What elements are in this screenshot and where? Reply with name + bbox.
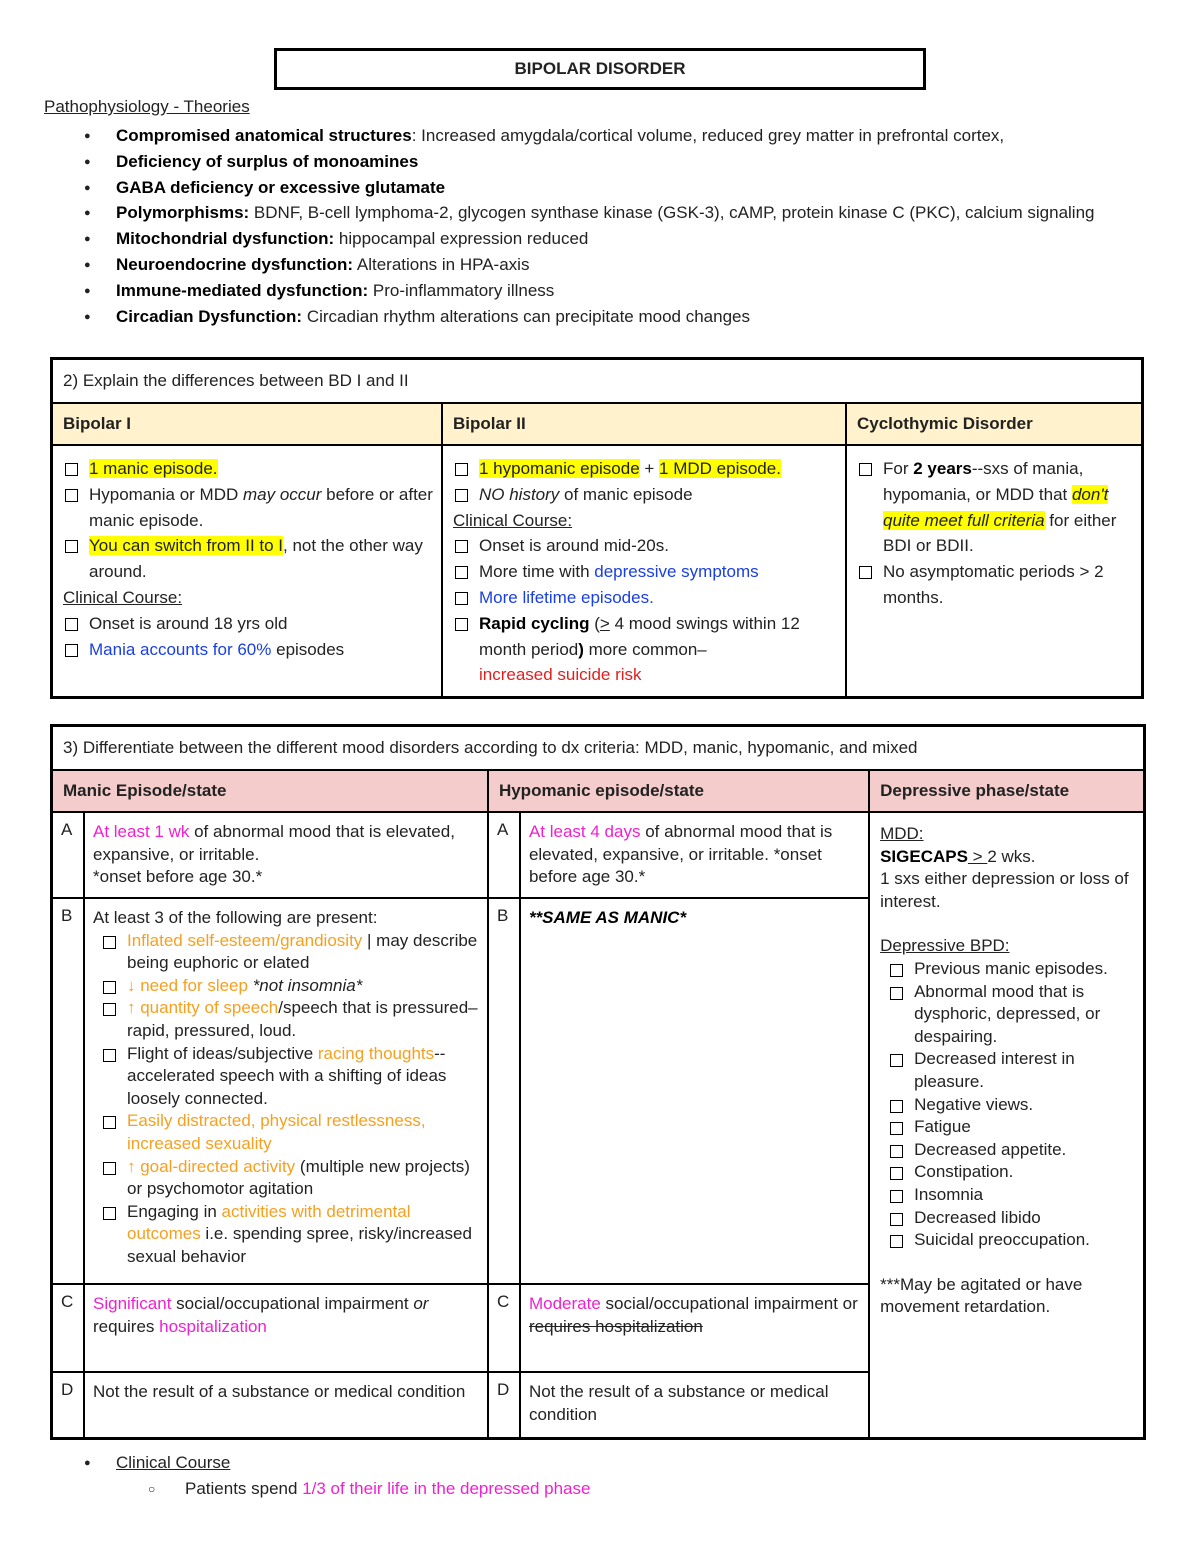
criterion-letter: B [52,898,85,1284]
header-hypomanic: Hypomanic episode/state [488,770,869,812]
bd-comparison-table [50,357,1144,699]
criterion-letter: B [488,898,520,1284]
list-item: Suicidal preoccupation. [888,1229,1135,1252]
header-depressive: Depressive phase/state [869,770,1144,812]
list-item: ● Immune-mediated dysfunction: Pro-inflammatory illness [46,278,1156,304]
list-item: ● Compromised anatomical structures: Increased amygdala/cortical volume, reduced grey matter in prefrontal cortex, [46,123,1156,149]
list-item: NO history of manic episode [453,482,837,508]
header-manic: Manic Episode/state [52,770,488,812]
list-item: Previous manic episodes. [888,958,1135,981]
list-item: ↑ quantity of speech/speech that is pressured–rapid, pressured, loud. [101,997,479,1042]
list-item: Engaging in activities with detrimental outcomes i.e. spending spree, risky/increased sexual behavior [101,1201,479,1269]
manic-criterion-d: Not the result of a substance or medical condition [84,1372,488,1439]
depressive-bpd-label: Depressive BPD: [880,936,1010,956]
list-item: ○ Patients spend 1/3 of their life in the depressed phase [0,1476,1146,1502]
criterion-letter: D [52,1372,85,1439]
cyclothymic-cell [846,445,1143,698]
list-item: Flight of ideas/subjective racing thoughts-- accelerated speech with a shifting of ideas loosely connected. [101,1043,479,1111]
list-item: Inflated self-esteem/grandiosity | may describe being euphoric or elated [101,930,479,975]
list-item: Constipation. [888,1161,1135,1184]
list-item: ● Clinical Course [46,1450,1146,1476]
manic-criterion-c: Significant social/occupational impairment or requires hospitalization [84,1284,488,1372]
list-item: Decreased libido [888,1207,1135,1230]
header-bipolar-1: Bipolar I [52,403,443,445]
list-item: Negative views. [888,1094,1135,1117]
manic-criterion-b: At least 3 of the following are present: Inflated self-esteem/grandiosity | may describe being euphoric or elated ↓ need for sleep *not insomnia* ↑ quantity of speech/speech that is pressured–rapid, pressured, loud. Flight of ideas/subjective racing thoughts-- accelerated speech with a shifting of ideas loosely connected. Easily distracted, physical restlessness, increased sexuality ↑ goal-directed activity (multiple new projects) or psychomotor agitation Engaging in activities with detrimental outcomes i.e. spending spree, risky/increased sexual behavior [84,898,488,1284]
list-item: ● Deficiency of surplus of monoamines [46,149,1156,175]
patho-list [46,123,1156,329]
list-item: 1 manic episode. [63,456,433,482]
clinical-course-section [46,1450,1146,1502]
mdd-label: MDD: [880,824,924,843]
mood-disorder-criteria-table [50,724,1146,1440]
list-item: ● Mitochondrial dysfunction: hippocampal expression reduced [46,226,1156,252]
criterion-letter: C [488,1284,520,1372]
list-item: ● Neuroendocrine dysfunction: Alterations in HPA-axis [46,252,1156,278]
list-item: Insomnia [888,1184,1135,1207]
criterion-letter: D [488,1372,520,1439]
list-item: ● Circadian Dysfunction: Circadian rhythm alterations can precipitate mood changes [46,304,1156,330]
list-item: Mania accounts for 60% episodes [63,637,433,663]
criterion-letter: A [488,812,520,898]
list-item: ● Polymorphisms: BDNF, B-cell lymphoma-2, glycogen synthase kinase (GSK-3), cAMP, protein kinase C (PKC), calcium signaling [46,200,1156,226]
hypomanic-criterion-d: Not the result of a substance or medical condition [520,1372,869,1439]
depressive-cell [869,812,1144,1439]
table1-question: 2) Explain the differences between BD I and II [52,359,1143,404]
bipolar-2-cell [442,445,846,698]
criterion-letter: C [52,1284,85,1372]
list-item: Hypomania or MDD may occur before or after manic episode. [63,482,433,534]
list-item: You can switch from II to I, not the other way around. [63,533,433,585]
list-item: 1 hypomanic episode + 1 MDD episode. [453,456,837,482]
table2-question: 3) Differentiate between the different mood disorders according to dx criteria: MDD, manic, hypomanic, and mixed [52,726,1145,771]
list-item: No asymptomatic periods > 2 months. [857,559,1133,611]
hypomanic-criterion-a: At least 4 days of abnormal mood that is elevated, expansive, or irritable. *onset before age 30.* [520,812,869,898]
list-item: Decreased appetite. [888,1139,1135,1162]
sigecaps-line: SIGECAPS > 2 wks. [880,846,1036,866]
list-item: Onset is around 18 yrs old [63,611,433,637]
clinical-course-label: Clinical Course: [453,510,573,530]
list-item: More lifetime episodes. [453,585,837,611]
header-cyclothymic: Cyclothymic Disorder [846,403,1143,445]
page-title: BIPOLAR DISORDER [274,48,926,90]
hypomanic-criterion-c: Moderate social/occupational impairment or requires hospitalization [520,1284,869,1372]
depressive-note: ***May be agitated or have movement retardation. [880,1274,1083,1317]
list-item: ↑ goal-directed activity (multiple new projects) or psychomotor agitation [101,1156,479,1201]
list-item: Abnormal mood that is dysphoric, depressed, or despairing. [888,981,1135,1049]
bipolar-1-cell [52,445,443,698]
list-item: ↓ need for sleep *not insomnia* [101,975,479,998]
manic-criterion-a: At least 1 wk of abnormal mood that is elevated, expansive, or irritable. *onset before age 30.* [84,812,488,898]
patho-heading: Pathophysiology - Theories [44,97,250,116]
list-item: Decreased interest in pleasure. [888,1048,1135,1093]
list-item: ● GABA deficiency or excessive glutamate [46,175,1156,201]
header-bipolar-2: Bipolar II [442,403,846,445]
list-item: Fatigue [888,1116,1135,1139]
list-item: Easily distracted, physical restlessness, increased sexuality [101,1110,479,1155]
clinical-course-label: Clinical Course: [63,587,183,607]
sxs-line: 1 sxs either depression or loss of interest. [880,869,1129,911]
list-item: For 2 years--sxs of mania, hypomania, or MDD that don't quite meet full criteria for either BDI or BDII. [857,456,1133,559]
hypomanic-criterion-b: **SAME AS MANIC* [520,898,869,1284]
list-item: More time with depressive symptoms [453,559,837,585]
criterion-letter: A [52,812,85,898]
list-item: Rapid cycling (> 4 mood swings within 12 month period) more common– increased suicide risk [453,611,837,688]
list-item: Onset is around mid-20s. [453,533,837,559]
